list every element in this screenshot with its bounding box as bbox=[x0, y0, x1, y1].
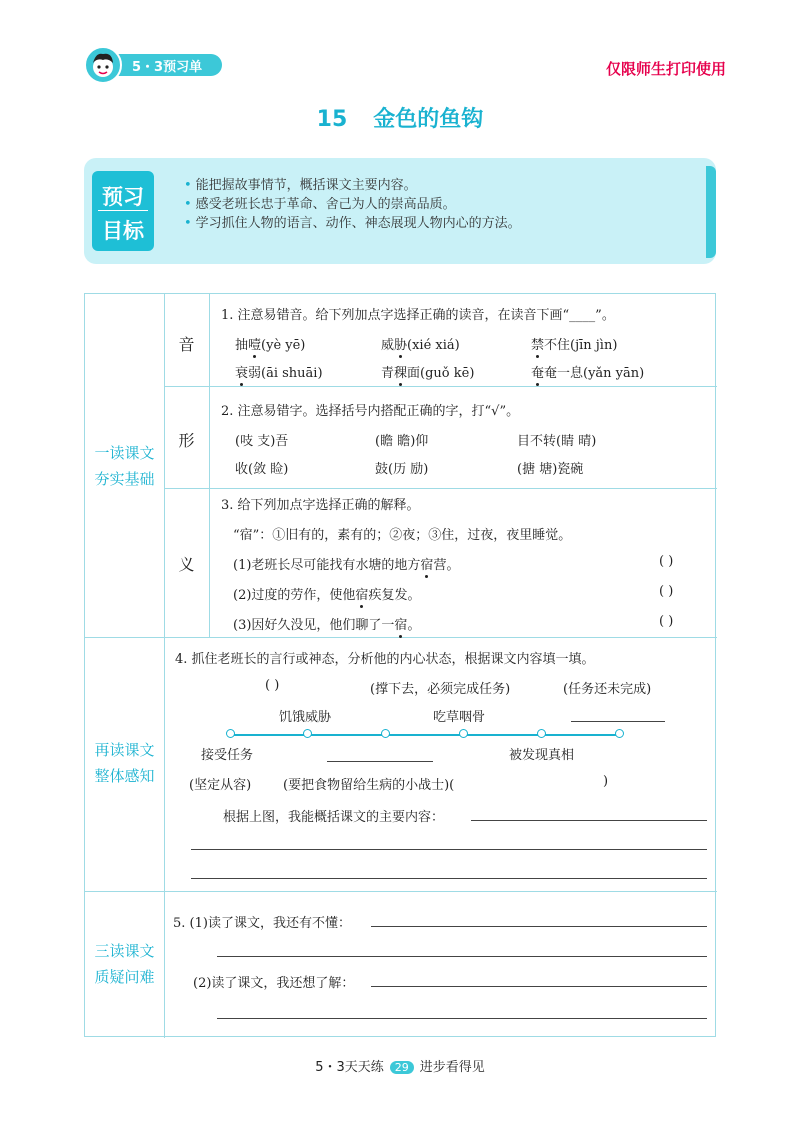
divider bbox=[209, 294, 210, 637]
q3-answer-blank[interactable]: ( ) bbox=[659, 614, 674, 629]
q4-bottom-paren: (坚定从容) bbox=[189, 778, 252, 793]
q1-dotted-char: 衰 bbox=[235, 366, 249, 381]
q2-item: (瞻 瞻)仰 bbox=[375, 434, 429, 449]
timeline-node bbox=[459, 729, 468, 738]
sub-label-form: 形 bbox=[178, 431, 195, 450]
section-label-line: 夯实基础 bbox=[94, 470, 155, 488]
q1-options: (xié xiá) bbox=[407, 338, 460, 353]
q3-text: (3)因好久没见，他们聊了一 bbox=[233, 618, 395, 633]
q3-dotted-char: 宿 bbox=[394, 618, 408, 633]
q3-definition: “宿”：①旧有的，素有的；②夜；③住，过夜，夜里睡觉。 bbox=[233, 528, 572, 543]
section-label-3 bbox=[85, 938, 164, 990]
summary-answer-line[interactable] bbox=[471, 820, 707, 821]
q2-item: (吱 支)吾 bbox=[235, 434, 289, 449]
q1-options: 不住(jīn jìn) bbox=[544, 338, 618, 353]
objectives-tag-line2: 目标 bbox=[102, 219, 144, 243]
q1-options: (yè yē) bbox=[261, 338, 306, 353]
q1-text: 抽 bbox=[235, 338, 249, 353]
q4-answer-line[interactable] bbox=[571, 721, 665, 722]
q5-answer-line[interactable] bbox=[217, 956, 707, 957]
brand-badge bbox=[84, 46, 222, 84]
badge-label: 5・3预习单 bbox=[132, 60, 203, 75]
q4-bottom-paren: (要把食物留给生病的小战士)( bbox=[283, 778, 455, 793]
q1-dotted-char: 噎 bbox=[248, 338, 262, 353]
page-footer bbox=[0, 1056, 800, 1075]
timeline-node bbox=[537, 729, 546, 738]
q4-bottom-label: 被发现真相 bbox=[509, 748, 575, 763]
objectives-list bbox=[184, 176, 521, 233]
objective-item: • 能把握故事情节，概括课文主要内容。 bbox=[184, 176, 521, 195]
q3-answer-blank[interactable]: ( ) bbox=[659, 554, 674, 569]
q4-top-label: (任务还未完成) bbox=[563, 682, 652, 697]
divider bbox=[164, 386, 717, 387]
q3-text: 疾复发。 bbox=[368, 588, 421, 603]
section-label-line: 一读课文 bbox=[94, 444, 155, 462]
sub-label-meaning: 义 bbox=[178, 555, 195, 574]
objectives-side-bar bbox=[706, 166, 716, 258]
summary-answer-line[interactable] bbox=[191, 849, 707, 850]
q1-prompt: 1. 注意易错音。给下列加点字选择正确的读音，在读音下画“____”。 bbox=[221, 308, 615, 323]
q2-item: 鼓(历 励) bbox=[375, 462, 429, 477]
q1-dotted-char: 禁 bbox=[531, 338, 545, 353]
lesson-title bbox=[0, 102, 800, 133]
objectives-tag-line1: 预习 bbox=[102, 185, 144, 209]
objective-item: • 学习抓住人物的语言、动作、神态展现人物内心的方法。 bbox=[184, 214, 521, 233]
section-label-1 bbox=[85, 440, 164, 492]
timeline-node bbox=[615, 729, 624, 738]
q5-prompt1: 5. (1)读了课文，我还有不懂： bbox=[173, 916, 351, 931]
q3-answer-blank[interactable]: ( ) bbox=[659, 584, 674, 599]
q3-item bbox=[233, 614, 420, 633]
print-notice: 仅限师生打印使用 bbox=[605, 60, 726, 78]
section-label-2 bbox=[85, 737, 164, 789]
cartoon-face-icon bbox=[84, 46, 122, 84]
timeline-line bbox=[230, 734, 622, 736]
exercise-table bbox=[84, 293, 716, 1037]
q2-prompt: 2. 注意易错字。选择括号内搭配正确的字，打“√”。 bbox=[221, 404, 520, 419]
lesson-number: 15 bbox=[316, 107, 348, 132]
objectives-tag-divider bbox=[98, 210, 148, 211]
q4-bottom-paren-close: ) bbox=[603, 774, 609, 789]
q4-mid-label: 吃草咽骨 bbox=[433, 710, 486, 725]
q1-item bbox=[235, 362, 323, 381]
timeline-node bbox=[303, 729, 312, 738]
q1-dotted-char: 胁 bbox=[394, 338, 408, 353]
q2-item: (搪 塘)瓷碗 bbox=[517, 462, 584, 477]
q2-item: 目不转(睛 晴) bbox=[517, 434, 597, 449]
q3-dotted-char: 宿 bbox=[355, 588, 369, 603]
q1-options: 弱(āi shuāi) bbox=[248, 366, 323, 381]
footer-slogan: 进步看得见 bbox=[419, 1060, 485, 1075]
divider bbox=[164, 891, 165, 1038]
q1-options: 奄一息(yǎn yān) bbox=[544, 366, 645, 381]
q5-answer-line[interactable] bbox=[371, 926, 707, 927]
q1-text: 青 bbox=[381, 366, 395, 381]
q1-item bbox=[381, 334, 460, 353]
q4-top-blank[interactable]: ( ) bbox=[265, 678, 280, 693]
footer-brand: 5・3天天练 bbox=[315, 1060, 384, 1075]
q4-summary-prompt: 根据上图，我能概括课文的主要内容： bbox=[223, 810, 445, 825]
q4-bottom-label: 接受任务 bbox=[201, 748, 254, 763]
q3-prompt: 3. 给下列加点字选择正确的解释。 bbox=[221, 498, 420, 513]
q3-text: (2)过度的劳作，使他 bbox=[233, 588, 356, 603]
q3-text: 。 bbox=[407, 618, 421, 633]
divider bbox=[164, 488, 717, 489]
timeline-node bbox=[381, 729, 390, 738]
q3-item bbox=[233, 584, 420, 603]
q5-prompt2: (2)读了课文，我还想了解： bbox=[193, 976, 355, 991]
q4-answer-line[interactable] bbox=[327, 761, 433, 762]
q1-item bbox=[381, 362, 474, 381]
summary-answer-line[interactable] bbox=[191, 878, 707, 879]
section-label-line: 再读课文 bbox=[94, 741, 155, 759]
q1-dotted-char: 稞 bbox=[394, 366, 408, 381]
objective-item: • 感受老班长忠于革命、舍己为人的崇高品质。 bbox=[184, 195, 521, 214]
q1-item bbox=[531, 334, 617, 353]
q1-text: 威 bbox=[381, 338, 395, 353]
q3-text: (1)老班长尽可能找有水塘的地方 bbox=[233, 558, 421, 573]
q3-item bbox=[233, 554, 459, 573]
divider bbox=[164, 294, 165, 891]
lesson-title-text: 金色的鱼钩 bbox=[373, 107, 484, 132]
q5-answer-line[interactable] bbox=[217, 1018, 707, 1019]
objectives-tag bbox=[92, 171, 154, 251]
q3-dotted-char: 宿 bbox=[420, 558, 434, 573]
q1-dotted-char: 奄 bbox=[531, 366, 545, 381]
q1-item bbox=[531, 362, 644, 381]
divider bbox=[85, 891, 717, 892]
sub-label-sound: 音 bbox=[178, 335, 195, 354]
timeline-node bbox=[226, 729, 235, 738]
objectives-box bbox=[84, 158, 716, 264]
q4-top-label: (撑下去，必须完成任务) bbox=[370, 682, 511, 697]
section-label-line: 整体感知 bbox=[94, 767, 155, 785]
q1-options: 面(guǒ kē) bbox=[407, 366, 475, 381]
section-label-line: 质疑问难 bbox=[94, 968, 155, 986]
page-number: 29 bbox=[390, 1061, 414, 1074]
q5-answer-line[interactable] bbox=[371, 986, 707, 987]
q1-item bbox=[235, 334, 305, 353]
q2-item: 收(敛 睑) bbox=[235, 462, 289, 477]
q3-text: 营。 bbox=[433, 558, 460, 573]
section-label-line: 三读课文 bbox=[94, 942, 155, 960]
q4-prompt: 4. 抓住老班长的言行或神态，分析他的内心状态，根据课文内容填一填。 bbox=[175, 652, 595, 667]
q4-mid-label: 饥饿威胁 bbox=[279, 710, 332, 725]
